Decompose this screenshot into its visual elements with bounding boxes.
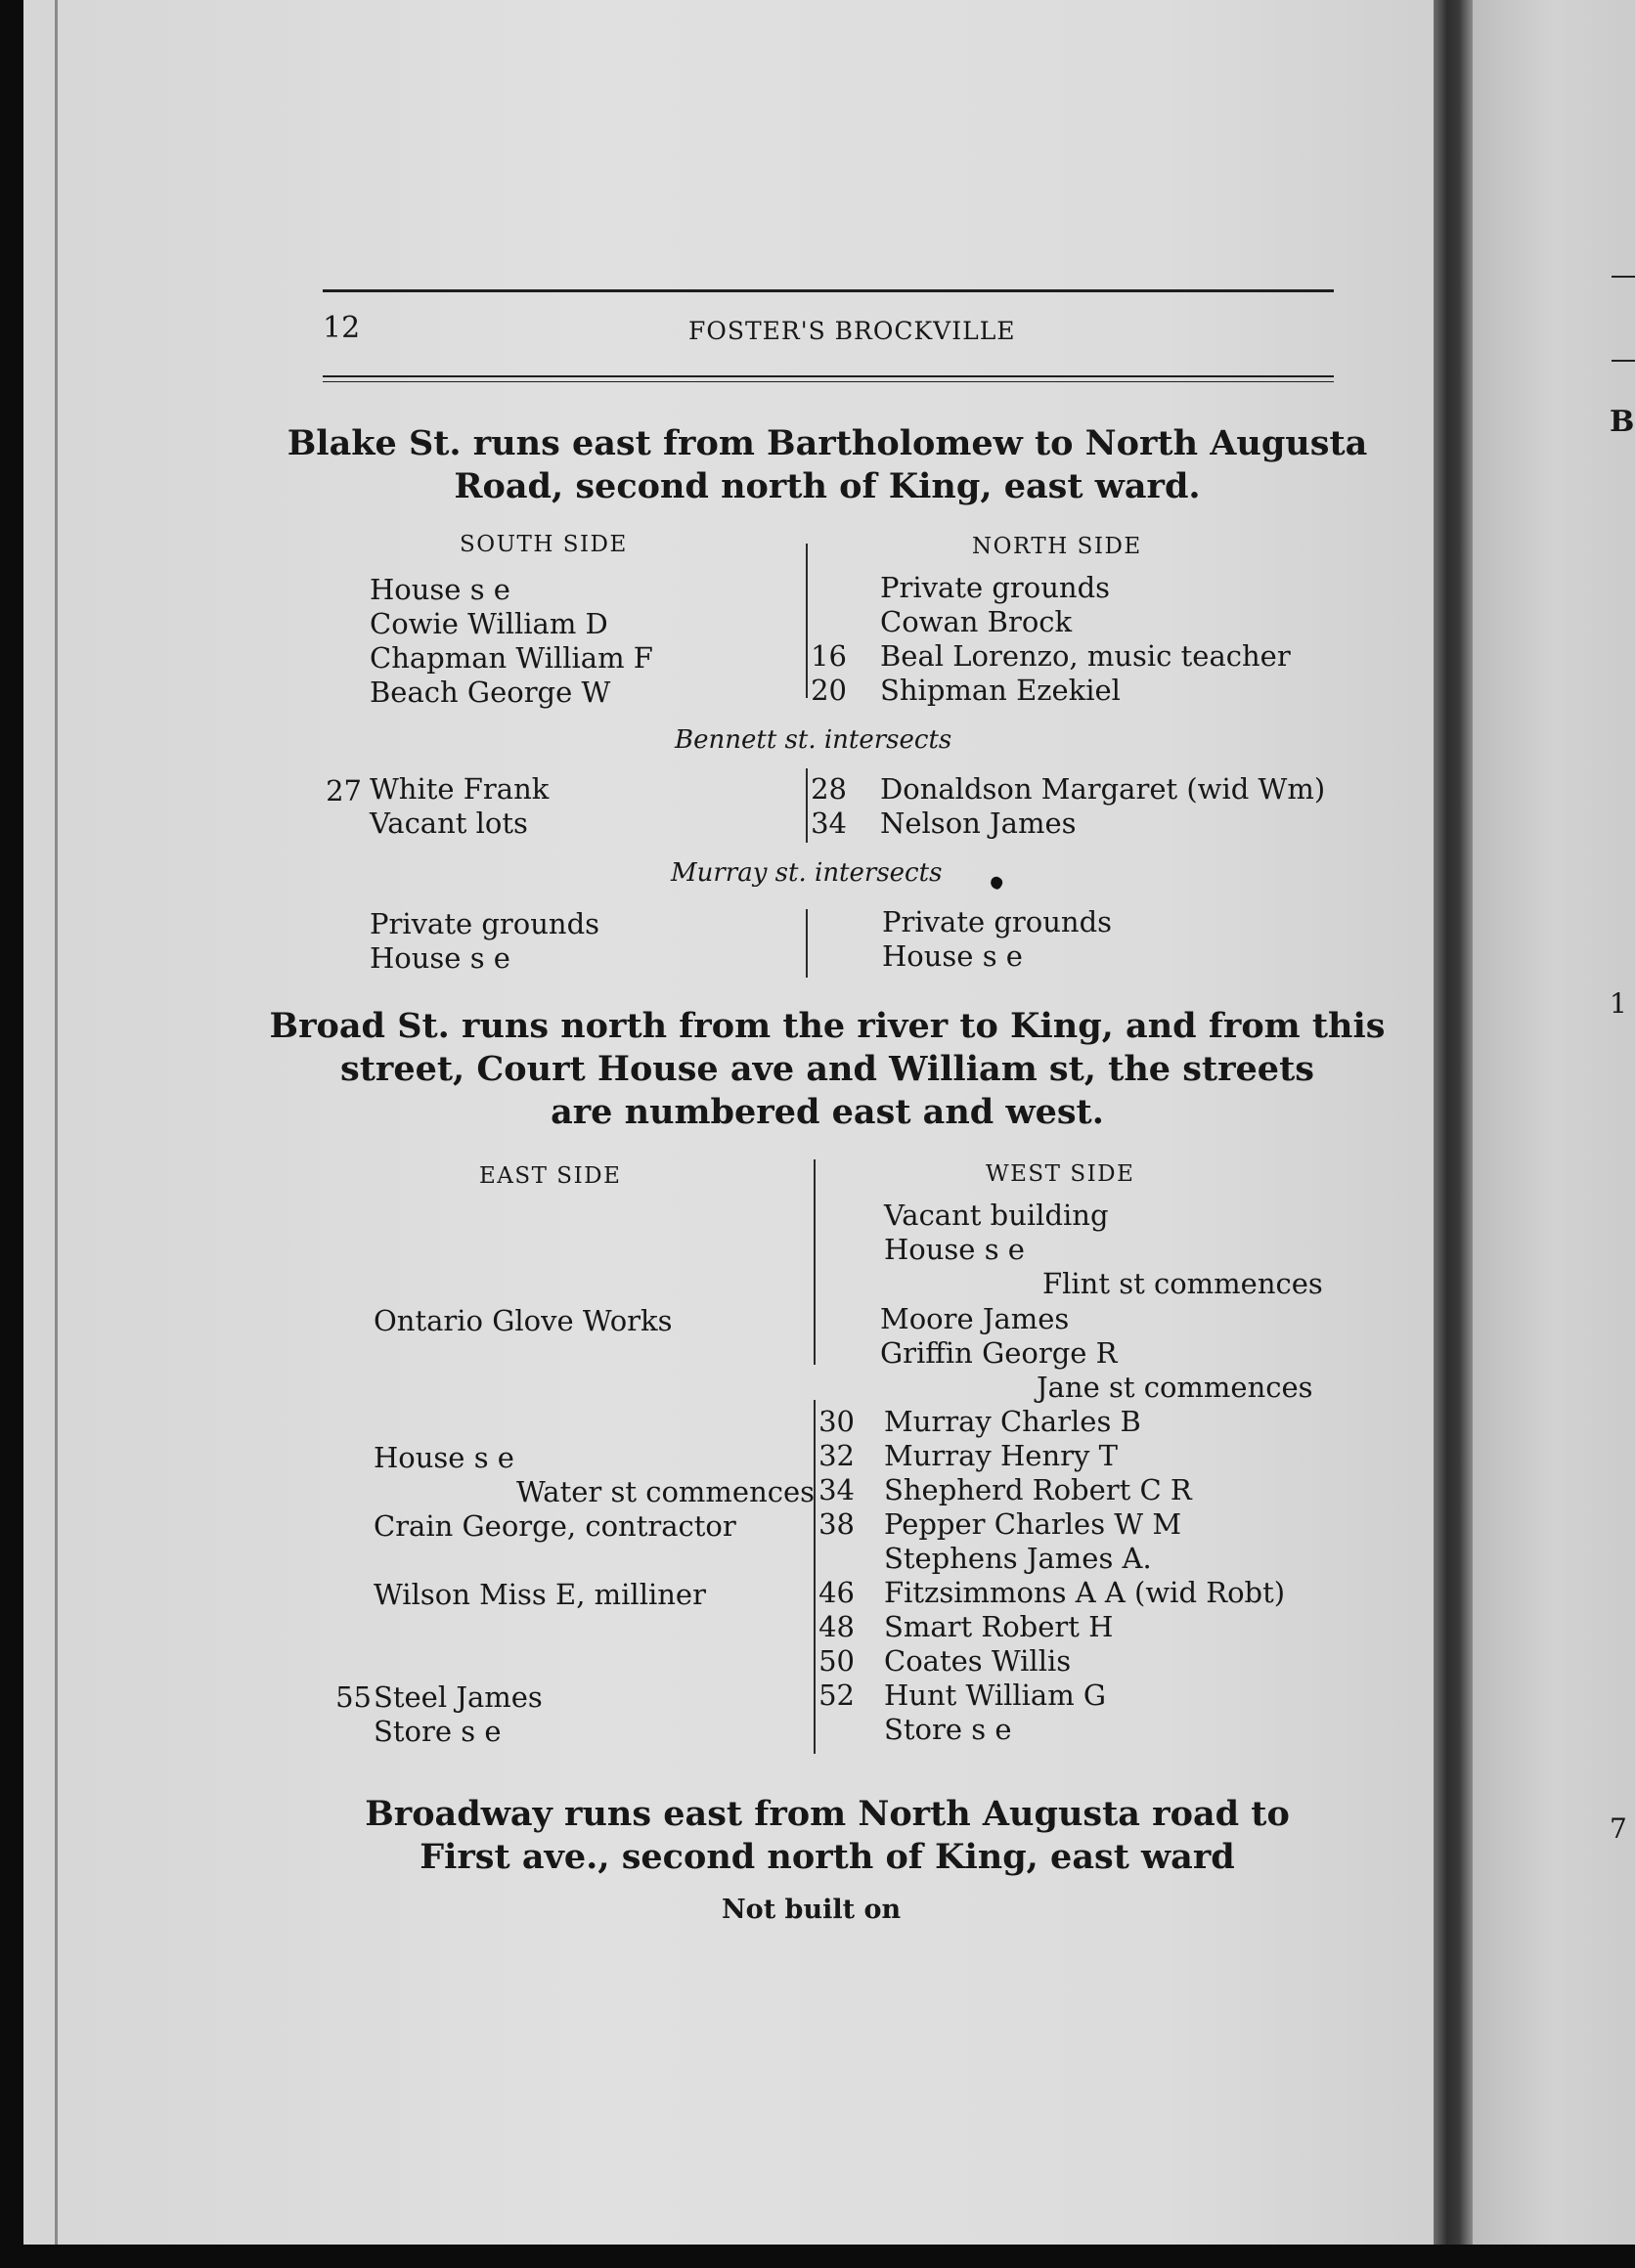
house-number: 32 <box>818 1439 855 1472</box>
house-number: 30 <box>818 1405 855 1438</box>
broad-west-entry: Vacant building <box>884 1199 1109 1232</box>
broad-west-entry: Griffin George R <box>880 1336 1118 1370</box>
west-side-label: WEST SIDE <box>986 1161 1135 1187</box>
bennett-intersects: Bennett st. intersects <box>675 725 952 755</box>
broad-east-entry: Wilson Miss E, milliner <box>374 1578 706 1611</box>
broad-west-entry: Stephens James A. <box>884 1542 1152 1575</box>
house-number: 27 <box>326 774 362 807</box>
scan-border-left <box>0 0 23 2268</box>
header-top-rule <box>323 289 1334 292</box>
flint-st-commences: Flint st commences <box>1042 1267 1323 1300</box>
blake-north-entry: Donaldson Margaret (wid Wm) <box>880 772 1326 806</box>
house-number: 55 <box>335 1680 372 1714</box>
blake-south-entry: Chapman William F <box>370 641 653 675</box>
house-number: 34 <box>811 807 847 840</box>
facing-page-fragment: 1 <box>1610 987 1627 1020</box>
broad-east-entry: Ontario Glove Works <box>374 1304 673 1337</box>
water-st-commences: Water st commences <box>516 1475 816 1508</box>
broad-east-entry: Steel James <box>374 1680 543 1714</box>
east-side-label: EAST SIDE <box>479 1163 622 1189</box>
broad-west-entry: Murray Henry T <box>884 1439 1118 1472</box>
running-title: FOSTER'S BROCKVILLE <box>688 317 1016 345</box>
broad-west-entry: Smart Robert H <box>884 1610 1114 1643</box>
blake-heading-line2: Road, second north of King, east ward. <box>454 466 1201 506</box>
broadway-heading-line2: First ave., second north of King, east ward <box>420 1837 1235 1877</box>
blake-south-entry: Vacant lots <box>370 807 528 840</box>
house-number: 16 <box>811 639 847 673</box>
house-number: 48 <box>818 1610 855 1643</box>
jane-st-commences: Jane st commences <box>1037 1371 1313 1404</box>
north-side-label: NORTH SIDE <box>972 534 1142 559</box>
broad-west-entry: House s e <box>884 1233 1025 1266</box>
blake-north-entry: Nelson James <box>880 807 1077 840</box>
facing-page-fragment: 7 <box>1610 1812 1627 1845</box>
broad-west-entry: Store s e <box>884 1713 1012 1746</box>
broad-heading-line3: are numbered east and west. <box>551 1092 1104 1132</box>
house-number: 46 <box>818 1576 855 1609</box>
south-side-label: SOUTH SIDE <box>460 532 628 557</box>
book-page <box>23 0 1443 2245</box>
facing-page-edge <box>1473 0 1635 2245</box>
broad-west-entry: Moore James <box>880 1302 1070 1335</box>
header-bottom-rule <box>323 375 1334 377</box>
broad-west-entry: Coates Willis <box>884 1644 1072 1678</box>
header-bottom-rule-thin <box>323 381 1334 382</box>
blake-heading-line1: Blake St. runs east from Bartholomew to North Augusta <box>287 423 1368 463</box>
blake-north-entry: Private grounds <box>880 571 1111 604</box>
page-edge <box>55 0 58 2245</box>
blake-north-entry: Shipman Ezekiel <box>880 674 1121 707</box>
broad-west-entry: Murray Charles B <box>884 1405 1141 1438</box>
ink-blot <box>989 875 1004 891</box>
blake-south-entry: White Frank <box>370 772 550 806</box>
broad-west-entry: Pepper Charles W M <box>884 1507 1182 1541</box>
broad-heading-line2: street, Court House ave and William st, the streets <box>340 1049 1314 1089</box>
blake-north-entry: Cowan Brock <box>880 605 1073 638</box>
broad-heading-line1: Broad St. runs north from the river to King, and from this <box>269 1006 1386 1046</box>
blake-south-entry: Beach George W <box>370 676 611 709</box>
not-built-on: Not built on <box>722 1895 902 1925</box>
blake-north-entry: Private grounds <box>882 905 1113 938</box>
broad-east-entry: Store s e <box>374 1715 502 1748</box>
scan-border-bottom <box>0 2245 1635 2268</box>
murray-intersects: Murray st. intersects <box>671 858 943 888</box>
facing-page-rule <box>1612 360 1635 362</box>
blake-south-entry: House s e <box>370 941 510 975</box>
broad-east-entry: Crain George, contractor <box>374 1509 736 1543</box>
facing-page-rule <box>1612 276 1635 278</box>
house-number: 28 <box>811 772 847 806</box>
broad-column-divider-a <box>814 1159 816 1365</box>
blake-south-entry: Private grounds <box>370 907 600 940</box>
blake-south-entry: Cowie William D <box>370 607 608 640</box>
house-number: 34 <box>818 1473 855 1506</box>
facing-page-fragment: B <box>1610 405 1635 439</box>
book-gutter <box>1434 0 1473 2245</box>
blake-north-entry: Beal Lorenzo, music teacher <box>880 639 1291 673</box>
broad-west-entry: Shepherd Robert C R <box>884 1473 1192 1506</box>
blake-north-entry: House s e <box>882 939 1023 973</box>
broadway-heading-line1: Broadway runs east from North Augusta road to <box>365 1794 1290 1834</box>
house-number: 52 <box>818 1679 855 1712</box>
broad-west-entry: Hunt William G <box>884 1679 1107 1712</box>
blake-column-divider-c <box>806 909 808 978</box>
house-number: 20 <box>811 674 847 707</box>
blake-south-entry: House s e <box>370 573 510 606</box>
broad-west-entry: Fitzsimmons A A (wid Robt) <box>884 1576 1286 1609</box>
house-number: 50 <box>818 1644 855 1678</box>
page-number: 12 <box>323 311 361 345</box>
broad-east-entry: House s e <box>374 1441 514 1474</box>
house-number: 38 <box>818 1507 855 1541</box>
